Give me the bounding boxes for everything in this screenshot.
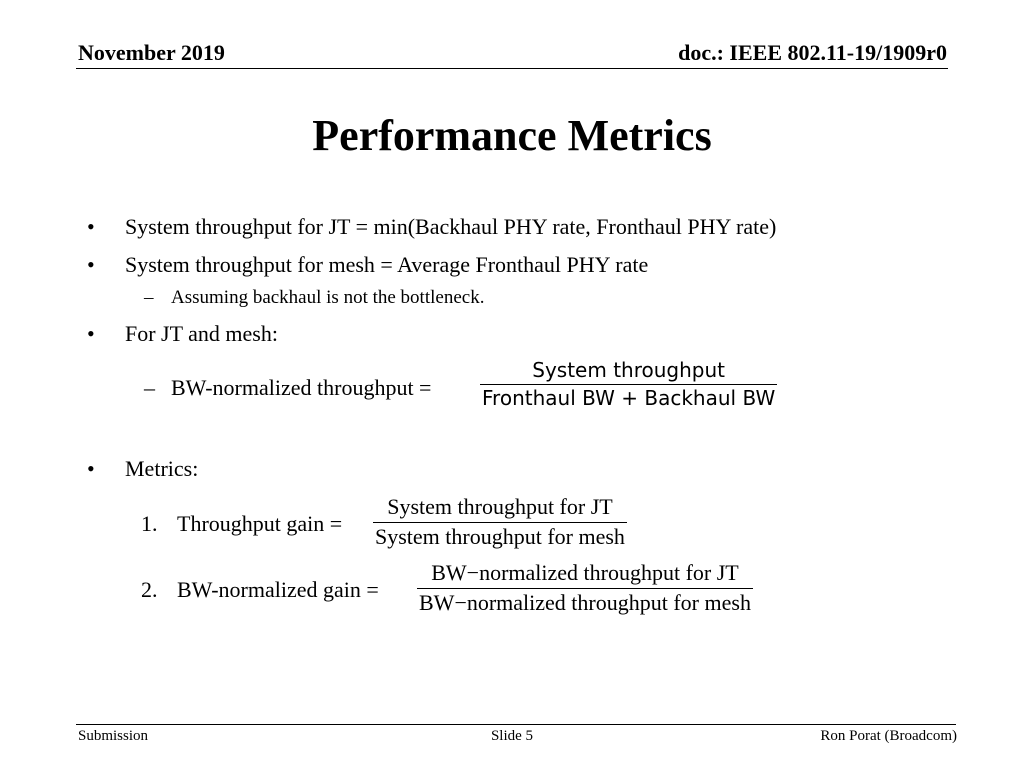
throughput-gain-fraction [373,494,627,550]
footer-author: Ron Porat (Broadcom) [820,728,957,744]
bullet-metrics: Metrics: [125,456,199,481]
fraction-numerator: System throughput [532,358,725,382]
bullet-marker: • [87,456,95,481]
fraction-numerator: BW−normalized throughput for JT [431,560,739,585]
header-divider [76,68,948,69]
bw-normalized-label: BW-normalized throughput = [171,375,432,400]
header-date: November 2019 [78,40,225,65]
footer-submission: Submission [78,728,149,744]
metric-index: 1. [141,511,158,536]
fraction-bar [417,588,753,589]
bullet-jt-throughput: System throughput for JT = min(Backhaul PHY rate, Fronthaul PHY rate) [125,214,777,239]
sub-bullet-dash: – [144,375,155,400]
bullet-jt-and-mesh: For JT and mesh: [125,321,278,346]
metric-label-throughput-gain: Throughput gain = [177,511,343,536]
bw-normalized-gain-fraction [417,560,753,616]
footer-slide-number: Slide 5 [490,728,534,744]
bullet-mesh-throughput: System throughput for mesh = Average Fronthaul PHY rate [125,252,649,277]
bw-normalized-fraction [480,358,777,410]
fraction-denominator: Fronthaul BW + Backhaul BW [482,386,776,410]
metric-label-bw-normalized-gain: BW-normalized gain = [177,577,379,602]
fraction-denominator: BW−normalized throughput for mesh [419,590,751,615]
fraction-bar [373,522,627,523]
sub-bullet-dash: – [144,287,154,308]
bullet-marker: • [87,252,95,277]
fraction-bar [480,384,777,385]
metric-index: 2. [141,577,158,602]
sub-bullet-backhaul-assumption: Assuming backhaul is not the bottleneck. [171,287,485,308]
header-doc-id: doc.: IEEE 802.11-19/1909r0 [678,40,947,65]
fraction-numerator: System throughput for JT [387,494,613,519]
slide-title: Performance Metrics [312,111,712,160]
fraction-denominator: System throughput for mesh [375,524,625,549]
bullet-marker: • [87,321,95,346]
footer-divider [76,724,956,725]
bullet-marker: • [87,214,95,239]
